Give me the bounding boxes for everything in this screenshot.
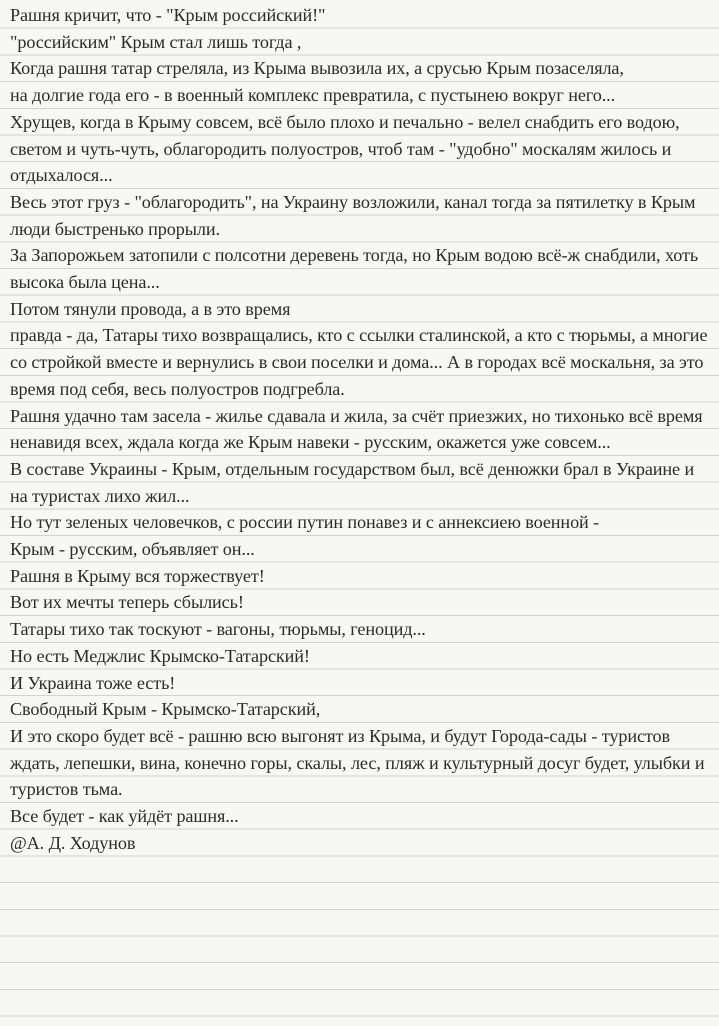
text-line: Когда рашня татар стреляла, из Крыма вывозила их, а срусью Крым позаселяла, xyxy=(10,58,624,79)
text-line: на долгие года его - в военный комплекс превратила, с пустынею вокруг него... xyxy=(10,85,616,106)
text-line: Все будет - как уйдёт рашня... xyxy=(10,806,239,827)
text-line: Вот их мечты теперь сбылись! xyxy=(10,592,244,613)
text-line: И это скоро будет всё - рашню всю выгонят из Крыма, и будут Города-сады - туристов ждать, лепешки, вина, конечно горы, скалы, лес, пляж и культурный досуг будет, улыбки и туристов тьма. xyxy=(10,725,709,800)
text-line: За Запорожьем затопили с полсотни деревень тогда, но Крым водою всё-ж снабдили, хоть высока была цена... xyxy=(10,245,703,293)
text-line: Свободный Крым - Крымско-Татарский, xyxy=(10,699,321,720)
text-line: Рашня в Крыму вся торжествует! xyxy=(10,565,265,586)
text-line: правда - да, Татары тихо возвращались, кто с ссылки сталинской, а кто с тюрьмы, а многие со стройкой вместе и вернулись в свои поселки и дома... А в городах всё москальня, за это время под себя, весь полуостров подгребла. xyxy=(10,325,712,399)
text-line: Но тут зеленых человечков, с россии путин понавез и с аннексиею военной - xyxy=(10,512,600,533)
text-line: И Украина тоже есть! xyxy=(10,672,176,693)
text-line: Потом тянули провода, а в это время xyxy=(10,298,291,319)
text-line: Весь этот груз - "облагородить", на Украину возложили, канал тогда за пятилетку в Крым люди быстренько прорыли. xyxy=(10,191,700,239)
text-line: Рашня кричит, что - "Крым российский!" xyxy=(10,5,326,25)
text-line: В составе Украины - Крым, отдельным государством был, всё денюжки брал в Украине и на туристах лихо жил... xyxy=(10,458,699,506)
text-line: Крым - русским, объявляет он... xyxy=(10,539,255,560)
text-line: Рашня удачно там засела - жилье сдавала и жила, за счёт приезжих, но тихонько всё время ненавидя всех, ждала когда же Крым навеки - русским, окажется уже совсем... xyxy=(10,405,708,453)
author-signature: @А. Д. Ходунов xyxy=(10,832,136,853)
text-line: Хрущев, когда в Крыму совсем, всё было плохо и печально - велел снабдить его водою, светом и чуть-чуть, облагородить полуостров, чтоб там - "удобно" москалям жилось и отдыхалося... xyxy=(10,111,684,186)
text-line: Но есть Меджлис Крымско-Татарский! xyxy=(10,645,310,666)
text-line: Татары тихо так тоскуют - вагоны, тюрьмы, геноцид... xyxy=(10,619,426,640)
text-line: "российским" Крым стал лишь тогда , xyxy=(10,31,302,52)
